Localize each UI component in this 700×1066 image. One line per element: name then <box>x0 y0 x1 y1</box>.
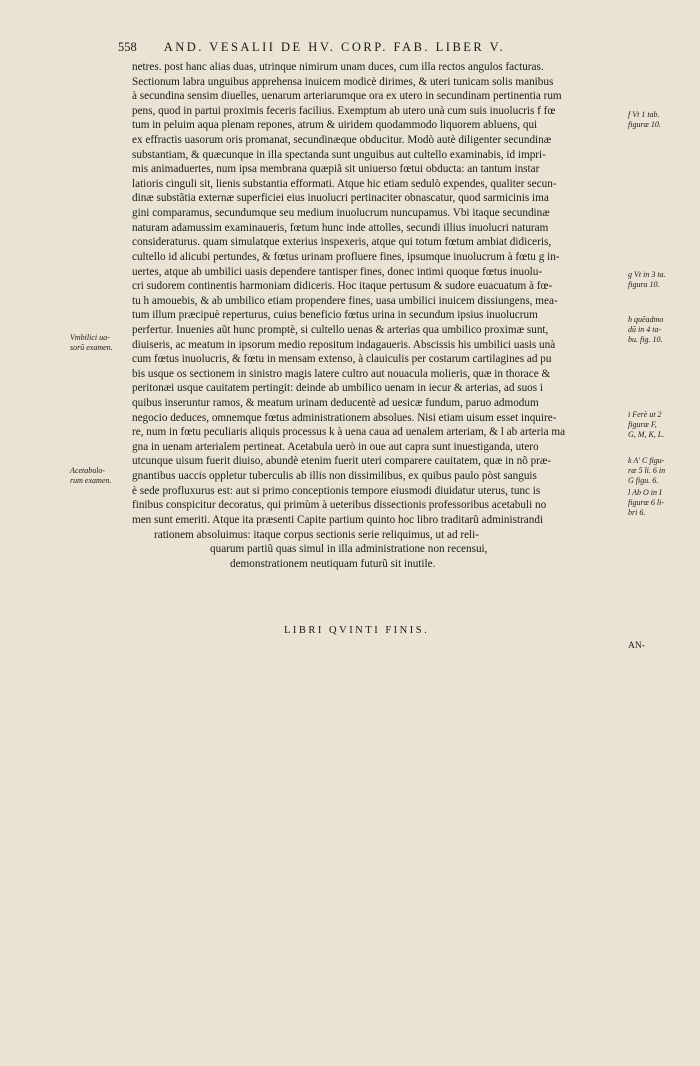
page-number: 558 <box>118 40 137 54</box>
margin-note-line: h quẽadmo <box>628 315 664 324</box>
text-line: re, num in fœtu peculiaris aliquis processus k à uena caua ad uenalem arteriam, & l ab arteria ma <box>132 426 566 439</box>
running-title: AND. VESALII DE HV. CORP. FAB. LIBER V. <box>163 40 506 54</box>
text-line: negocio deduces, omnemque fœtus administrationem absolues. Nisi etiam uisum esset inquire- <box>132 411 557 424</box>
text-line: gini comparamus, secundumque seu medium inuolucrum nuncupamus. Vbi itaque secundinæ <box>132 207 550 220</box>
catchword: AN- <box>628 641 645 651</box>
margin-note-line: bu. fig. 10. <box>628 335 663 344</box>
text-line: quarum partiũ quas simul in illa administratione non recensui, <box>210 543 488 556</box>
running-header <box>118 40 638 55</box>
text-line: dinæ substãtia externæ superficiei eius inuolucri pertinaciter obnascatur, quod sarmicinis ima <box>132 192 549 205</box>
text-line: rationem absoluimus: itaque corpus sectionis serie reliquimus, ut ad reli- <box>154 528 479 541</box>
text-line: ex effractis uasorum oris promanat, secundinæque obducitur. Modò autè diligenter secundinæ <box>132 134 552 147</box>
text-line: consideraturus. quam simulatque exterius inspexeris, atque qui totum fœtum ambiat didiceris, <box>132 236 552 249</box>
margin-note-line: rum examen. <box>70 476 112 485</box>
margin-note-line: ræ 5 li. 6 in <box>628 466 666 475</box>
margin-note-line: g Vt in 3 ta. <box>628 270 666 279</box>
text-line: peritonæi usque cauitatem pertingit: deinde ab umbilico uenam in iecur & arterias, ad suos i <box>132 382 544 395</box>
text-line: cri sudorem continentis harmoniam didiceris. Hoc itaque pertusum & sudore euacuatum à fœ- <box>132 280 553 293</box>
text-line: utcunque uisum fuerit diuiso, abundè etenim fuerit uteri comparere cauitatem, quæ in nõ præ- <box>132 455 552 468</box>
text-line: cum fœtus inuolucris, & fœtu in mensam extenso, à clauiculis per costarum cartilagines ad pu <box>132 353 552 366</box>
text-line: gnantibus uaccis oppletur tuberculis ab illis non dissimilibus, ex quibus paulo pòst sanguis <box>132 470 537 483</box>
text-line: substantiam, & quæcunque in illa spectanda sunt unguibus aut cultello examinabis, id impri- <box>132 148 546 161</box>
margin-note-line: Acetabulo- <box>70 466 106 475</box>
text-line: mis animaduertes, num ipsa membrana quæpiã sit uniuerso fœtui obducta: an tantum instar <box>132 163 540 176</box>
margin-note-line: G, M, K, L. <box>628 430 665 439</box>
text-line: men sunt emeriti. Atque ita præsenti Capite partium quinto hoc libro traditarũ administrandi <box>132 513 544 526</box>
text-line: è sede profluxurus est: aut si primo conceptionis tempore eiusmodi diuidatur uterus, tunc is <box>132 484 541 497</box>
margin-note-line: figuræ 10. <box>628 120 661 129</box>
margin-note-line: G figu. 6. <box>628 476 659 485</box>
text-line: pens, quod in partui proximis feceris facilius. Exemptum ab utero unà cum suis inuolucris f fœ <box>132 104 556 117</box>
margin-note-i <box>628 410 664 440</box>
text-line: uertes, atque ab umbilici uasis dependere tantisper fines, donec intimi quoque fœtus inuolu- <box>132 265 543 278</box>
text-line: à secundina sensim diuelles, uenarum arteriarumque ora ex utero in secundinam pertinentia rum <box>132 90 562 103</box>
margin-note-line: figuræ F, <box>628 420 657 429</box>
text-line: naturam adamussim examinaueris, fœtum hunc inde attolles, secundi illius inuolucri naturam <box>132 221 549 234</box>
margin-note-line: Vmbilici ua- <box>70 333 110 342</box>
book-end-heading: LIBRI QVINTI FINIS. <box>284 625 430 636</box>
text-line: diuiseris, ac meatum in ipsorum medio repositum indagaueris. Abscissis his umbilici uasis unà <box>132 338 556 351</box>
text-line: bis usque os sectionem in sinistro magis latere cultro aut nouacula molieris, quæ in thorace & <box>132 367 551 380</box>
margin-note-line: sorũ examen. <box>70 343 113 352</box>
text-line: demonstrationem neutiquam futurũ sit inutile. <box>230 557 436 570</box>
text-line: cultello id alicubi pertundes, & fœtus urinam profluere fines, ipsumque inuolucrum à fœtu g in- <box>132 250 560 263</box>
text-line: tum illum præcipuè reperturus, cuius beneficio fœtus urina in secundum ipsius inuolucrum <box>132 309 538 322</box>
margin-note-g <box>628 270 666 290</box>
margin-note-line: i Ferè ut 2 <box>628 410 662 419</box>
text-line: netres. post hanc alias duas, utrinque nimirum unam duces, cum illa rectos angulos facturas. <box>132 61 544 73</box>
margin-note-line: bri 6. <box>628 508 646 517</box>
main-text-block <box>132 60 626 571</box>
margin-note-h <box>628 315 663 345</box>
text-line: perfertur. Inuenies aũt hunc promptè, si cultello uenas & arterias qua umbilico proximæ sunt, <box>132 323 549 336</box>
text-line: finibus conspicitur decoratus, qui primùm à ueteribus dissectionis professoribus acetabuli no <box>132 499 547 512</box>
margin-note-f <box>628 110 661 130</box>
margin-note-k <box>628 456 665 486</box>
margin-note-line: f Vt 1 tab. <box>628 110 660 119</box>
text-line: tu h amouebis, & ab umbilico etiam propendere fines, uasa umbilici inuicem dissiungens, mea- <box>132 294 558 307</box>
margin-note-line: dũ in 4 ta- <box>628 325 662 334</box>
margin-note-line: figuræ 6 li- <box>628 498 665 507</box>
margin-note-line: figura 10. <box>628 280 660 289</box>
margin-note-umbilici <box>70 333 113 353</box>
text-line: tum in peluim aqua plenam repones, atrum & uiridem quodammodo liquorem abluens, qui <box>132 119 538 132</box>
margin-note-acetabulorum <box>70 466 111 486</box>
text-line: latioris cinguli sit, lienis substantia efformati. Atque hic etiam sedulò expendes, qualiter secun- <box>132 177 557 190</box>
text-line: Sectionum labra unguibus apprehensa inuicem modicè dirimes, & uteri tunicam solis manibus <box>132 75 554 88</box>
margin-note-l <box>628 488 664 518</box>
margin-note-line: l Ab O in I <box>628 488 662 497</box>
text-line: quibus inseruntur ramos, & meatum urinam deducentè ad uesicæ fundum, paruo admodum <box>132 397 539 410</box>
text-line: gna in uenam arterialem pertineat. Acetabula uerò in oue aut capra sunt inuestiganda, utero <box>132 440 539 453</box>
margin-note-line: k A' C figu- <box>628 456 665 465</box>
